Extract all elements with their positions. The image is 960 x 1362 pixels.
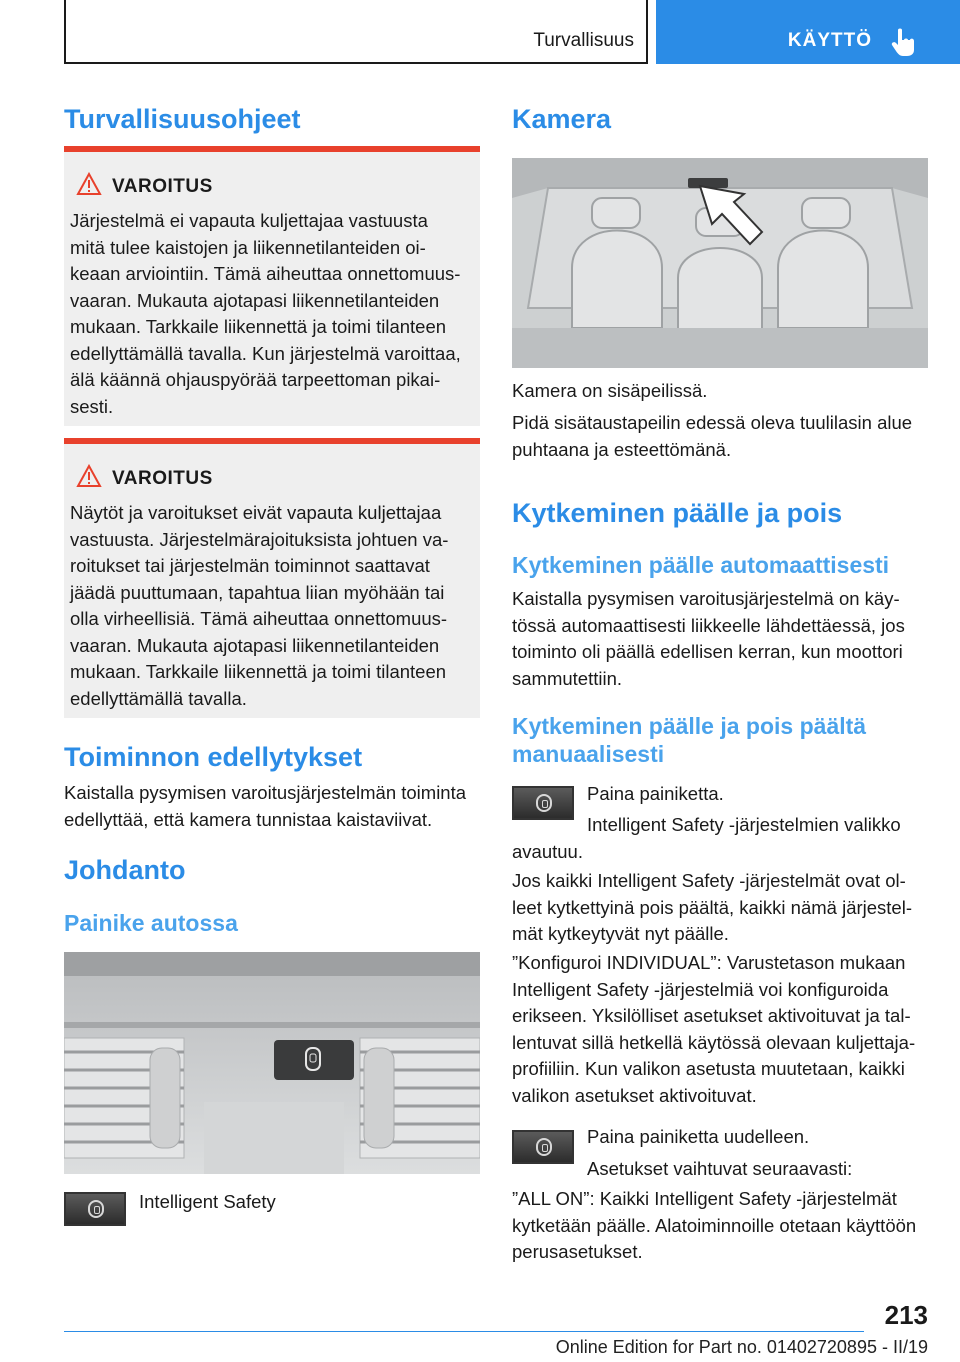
text-line: keaan arviointiin. Tämä aiheuttaa onnettomuus-	[70, 263, 461, 284]
heading-conditions: Toiminnon edellytykset	[64, 742, 363, 772]
text-line: Järjestelmä ei vapauta kuljettajaa vastuusta	[70, 210, 428, 231]
lane-assist-glyph-icon	[536, 1138, 552, 1156]
camera-interior-photo	[512, 158, 928, 368]
text-line: Intelligent Safety -järjestelmien valikko	[587, 814, 901, 835]
text-line: vaaran. Mukauta ajotapasi liikennetilanteiden	[70, 634, 440, 656]
text-line: lentuvat sillä hetkellä käytössä olevaan kuljettaja-	[512, 1031, 916, 1053]
header-section-box	[64, 0, 648, 64]
text-line: Intelligent Safety -järjestelmiä voi konfiguroida	[512, 978, 889, 1000]
text-line: edellyttää, että kamera tunnistaa kaistaviivat.	[64, 808, 433, 830]
warning-box-1	[64, 146, 480, 426]
text-line: ”Konfiguroi INDIVIDUAL”: Varustetason mukaan	[512, 952, 906, 973]
warning-label: VAROITUS	[112, 468, 213, 489]
text-line: Kaistalla pysymisen varoitusjärjestelmän toiminta	[64, 782, 467, 803]
text-line: profiiliin. Kun valikon asetusta muutetaan, kaikki	[512, 1058, 905, 1079]
text-line: perusasetukset.	[512, 1241, 643, 1262]
all-on-paragraph	[512, 1186, 932, 1266]
text-line: ”ALL ON”: Kaikki Intelligent Safety -järjestelmät	[512, 1188, 897, 1209]
text-line: toiminto oli päällä edellisen kerran, kun moottori	[512, 641, 903, 662]
heading-switch-on-off: Kytkeminen päälle ja pois	[512, 498, 843, 528]
header-chapter-title: KÄYTTÖ	[787, 30, 872, 51]
text-line: vaaran. Mukauta ajotapasi liikennetilanteiden	[70, 289, 440, 311]
text-line: Jos kaikki Intelligent Safety -järjestelmät ovat ol-	[512, 870, 906, 891]
header-section-title: Turvallisuus	[533, 30, 634, 51]
warning-text-1	[70, 208, 472, 420]
text-line: Pidä sisätaustapeilin edessä oleva tuulilasin alue	[512, 412, 913, 433]
heading-switch-manual	[512, 712, 866, 768]
configure-individual-paragraph	[512, 950, 932, 1109]
step-press-button: Paina painiketta.	[587, 783, 724, 804]
text-line: edellyttämällä tavalla.	[70, 687, 247, 709]
footer-divider	[64, 1331, 864, 1332]
intelligent-safety-button-icon	[64, 1192, 126, 1226]
button-caption: Intelligent Safety	[139, 1191, 276, 1212]
warning-label: VAROITUS	[112, 176, 213, 197]
text-line: vastuusta. Järjestelmärajoituksista johtuen va-	[70, 528, 449, 550]
step-settings-change: Asetukset vaihtuvat seuraavasti:	[587, 1158, 853, 1179]
text-line: valikon asetukset aktivoituvat.	[512, 1084, 757, 1106]
text-line: kytketään päälle. Alatoiminnoille otetaan käyttöön	[512, 1214, 917, 1236]
warning-triangle-icon	[76, 172, 102, 196]
lane-assist-glyph-icon	[536, 794, 552, 812]
warning-box-2	[64, 438, 480, 718]
text-line: mät kytkeytyvät nyt päälle.	[512, 923, 729, 944]
text-line: avautuu.	[512, 840, 583, 862]
auto-paragraph	[512, 586, 932, 692]
footer-edition: Online Edition for Part no. 01402720895 - II/19	[555, 1337, 928, 1357]
page-number: 213	[884, 1300, 928, 1330]
step-press-again: Paina painiketta uudelleen.	[587, 1126, 810, 1147]
text-line: leet kytkettyinä pois päältä, kaikki nämä järjestel-	[512, 896, 912, 918]
heading-safety-instructions: Turvallisuusohjeet	[64, 104, 301, 134]
text-line: olla virheellisiä. Tämä aiheuttaa onnettomuus-	[70, 608, 448, 629]
camera-location-text: Kamera on sisäpeilissä.	[512, 380, 708, 401]
heading-camera: Kamera	[512, 104, 612, 134]
text-line: sammutettiin.	[512, 667, 623, 689]
heading-line: manuaalisesti	[512, 741, 665, 767]
heading-introduction: Johdanto	[64, 855, 186, 885]
text-line: mukaan. Tarkkaile liikennettä ja toimi tilanteen	[70, 316, 447, 337]
heading-switch-on-auto: Kytkeminen päälle automaattisesti	[512, 552, 890, 578]
camera-clean-paragraph	[512, 410, 932, 463]
step-result-menu	[512, 812, 932, 865]
heading-button-in-car: Painike autossa	[64, 910, 238, 936]
lane-assist-glyph-icon	[88, 1200, 104, 1218]
text-line: mukaan. Tarkkaile liikennettä ja toimi tilanteen	[70, 661, 447, 682]
warning-text-2	[70, 500, 472, 712]
text-line: puhtaana ja esteettömänä.	[512, 438, 732, 460]
text-line: erikseen. Yksilölliset asetukset aktivoituvat ja tal-	[512, 1005, 911, 1026]
text-line: edellyttämällä tavalla. Kun järjestelmä varoittaa,	[70, 342, 461, 364]
text-line: mitä tulee kaistojen ja liikennetilanteiden oi-	[70, 236, 426, 258]
text-line: Kaistalla pysymisen varoitusjärjestelmä on käy-	[512, 588, 900, 609]
text-line: tössä automaattisesti liikkeelle lähdettäessä, jos	[512, 614, 905, 636]
header-chapter-tab	[656, 0, 960, 64]
text-line: jäädä puuttumaan, tapahtua liian myöhään tai	[70, 581, 445, 603]
intelligent-safety-button-icon	[512, 1130, 574, 1164]
hand-pointing-icon	[888, 26, 920, 58]
text-line: älä käännä ohjauspyörää tarpeettoman pikai-	[70, 369, 441, 390]
all-off-paragraph	[512, 868, 932, 948]
heading-line: Kytkeminen päälle ja pois päältä	[512, 713, 867, 739]
warning-triangle-icon	[76, 464, 102, 488]
text-line: Näytöt ja varoitukset eivät vapauta kuljettajaa	[70, 502, 442, 523]
dashboard-illustration	[64, 952, 480, 1174]
dashboard-button-photo	[64, 952, 480, 1174]
conditions-paragraph	[64, 780, 484, 833]
car-interior-illustration	[512, 158, 928, 368]
text-line: roitukset tai järjestelmän toiminnot saattavat	[70, 555, 430, 576]
text-line: sesti.	[70, 395, 114, 417]
